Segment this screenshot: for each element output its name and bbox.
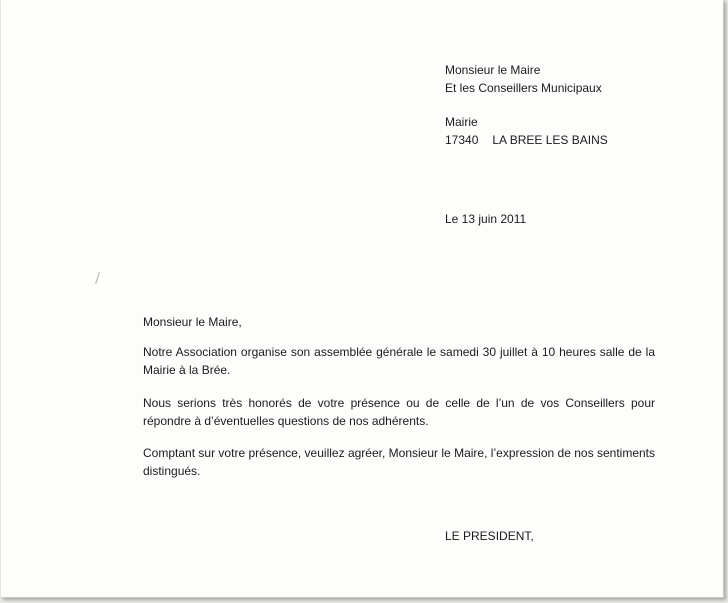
- recipient-line-1: Monsieur le Maire: [445, 63, 541, 77]
- address-line-2: [445, 131, 608, 149]
- address-line-1: Mairie: [445, 115, 478, 129]
- letter-date: Le 13 juin 2011: [445, 212, 527, 226]
- city: LA BREE LES BAINS: [492, 133, 608, 147]
- paragraph-3: Comptant sur votre présence, veuillez agréer, Monsieur le Maire, l’expression de nos sentiments distingués.: [143, 446, 655, 478]
- address-block: [445, 113, 608, 149]
- postcode: 17340: [445, 133, 479, 147]
- paragraph-1: Notre Association organise son assemblée générale le samedi 30 juillet à 10 heures salle de la Mairie à la Brée.: [143, 345, 655, 377]
- signature: LE PRESIDENT,: [445, 529, 534, 543]
- recipient-block: [445, 61, 602, 97]
- letter-page: [1, 0, 724, 598]
- salutation: Monsieur le Maire,: [143, 315, 242, 329]
- scan-mark: [95, 272, 100, 284]
- paragraph-2: Nous serions très honorés de votre présence ou de celle de l’un de vos Conseillers pour répondre à d’éventuelles questions de nos adhérents.: [143, 396, 655, 428]
- recipient-line-2: Et les Conseillers Municipaux: [445, 81, 602, 95]
